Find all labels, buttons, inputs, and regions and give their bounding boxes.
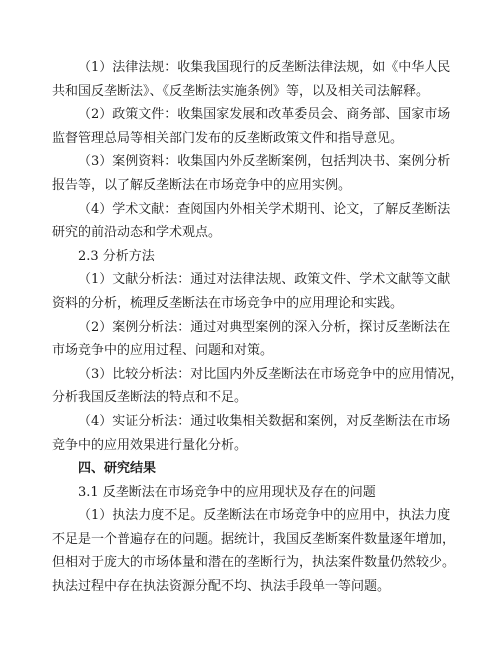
text-line: 分析我国反垄断法的特点和不足。 [52,390,248,406]
text-line: 资料的分析，梳理反垄断法在市场竞争中的应用理论和实践。 [52,295,404,311]
section-heading: 四、研究结果 [78,461,157,477]
text-line: 竞争中的应用效果进行量化分析。 [52,437,248,453]
text-line: （4）实证分析法：通过收集相关数据和案例，对反垄断法在市场 [78,413,451,429]
text-line: 但相对于庞大的市场体量和潜在的垄断行为，执法案件数量仍然较少。 [52,555,456,571]
text-line: 市场竞争中的应用过程、问题和对策。 [52,343,274,359]
text-line: 不足是一个普遍存在的问题。据统计，我国反垄断案件数量逐年增加， [52,531,456,547]
text-line: （2）案例分析法：通过对典型案例的深入分析，探讨反垄断法在 [78,319,451,335]
text-line: 监督管理总局等相关部门发布的反垄断政策文件和指导意见。 [52,130,404,146]
text-line: 研究的前沿动态和学术观点。 [52,225,222,241]
text-line: （4）学术文献：查阅国内外相关学术期刊、论文，了解反垄断法 [78,201,451,217]
section-subheading: 2.3 分析方法 [78,248,155,264]
text-line: （3）案例资料：收集国内外反垄断案例，包括判决书、案例分析 [78,154,451,170]
text-line: （1）执法力度不足。反垄断法在市场竞争中的应用中，执法力度 [78,508,451,524]
text-line: 共和国反垄断法》、《反垄断法实施条例》等，以及相关司法解释。 [52,83,430,99]
text-line: （3）比较分析法：对比国内外反垄断法在市场竞争中的应用情况， [78,366,464,382]
text-line: （1）文献分析法：通过对法律法规、政策文件、学术文献等文献 [78,272,451,288]
document-page [52,56,464,599]
text-line: （1）法律法规：收集我国现行的反垄断法律法规，如《中华人民 [78,60,451,75]
text-line: 报告等，以了解反垄断法在市场竞争中的应用实例。 [52,177,352,193]
section-subheading: 3.1 反垄断法在市场竞争中的应用现状及存在的问题 [78,484,376,500]
text-line: （2）政策文件：收集国家发展和改革委员会、商务部、国家市场 [78,107,451,123]
text-line: 执法过程中存在执法资源分配不均、执法手段单一等问题。 [52,579,391,595]
